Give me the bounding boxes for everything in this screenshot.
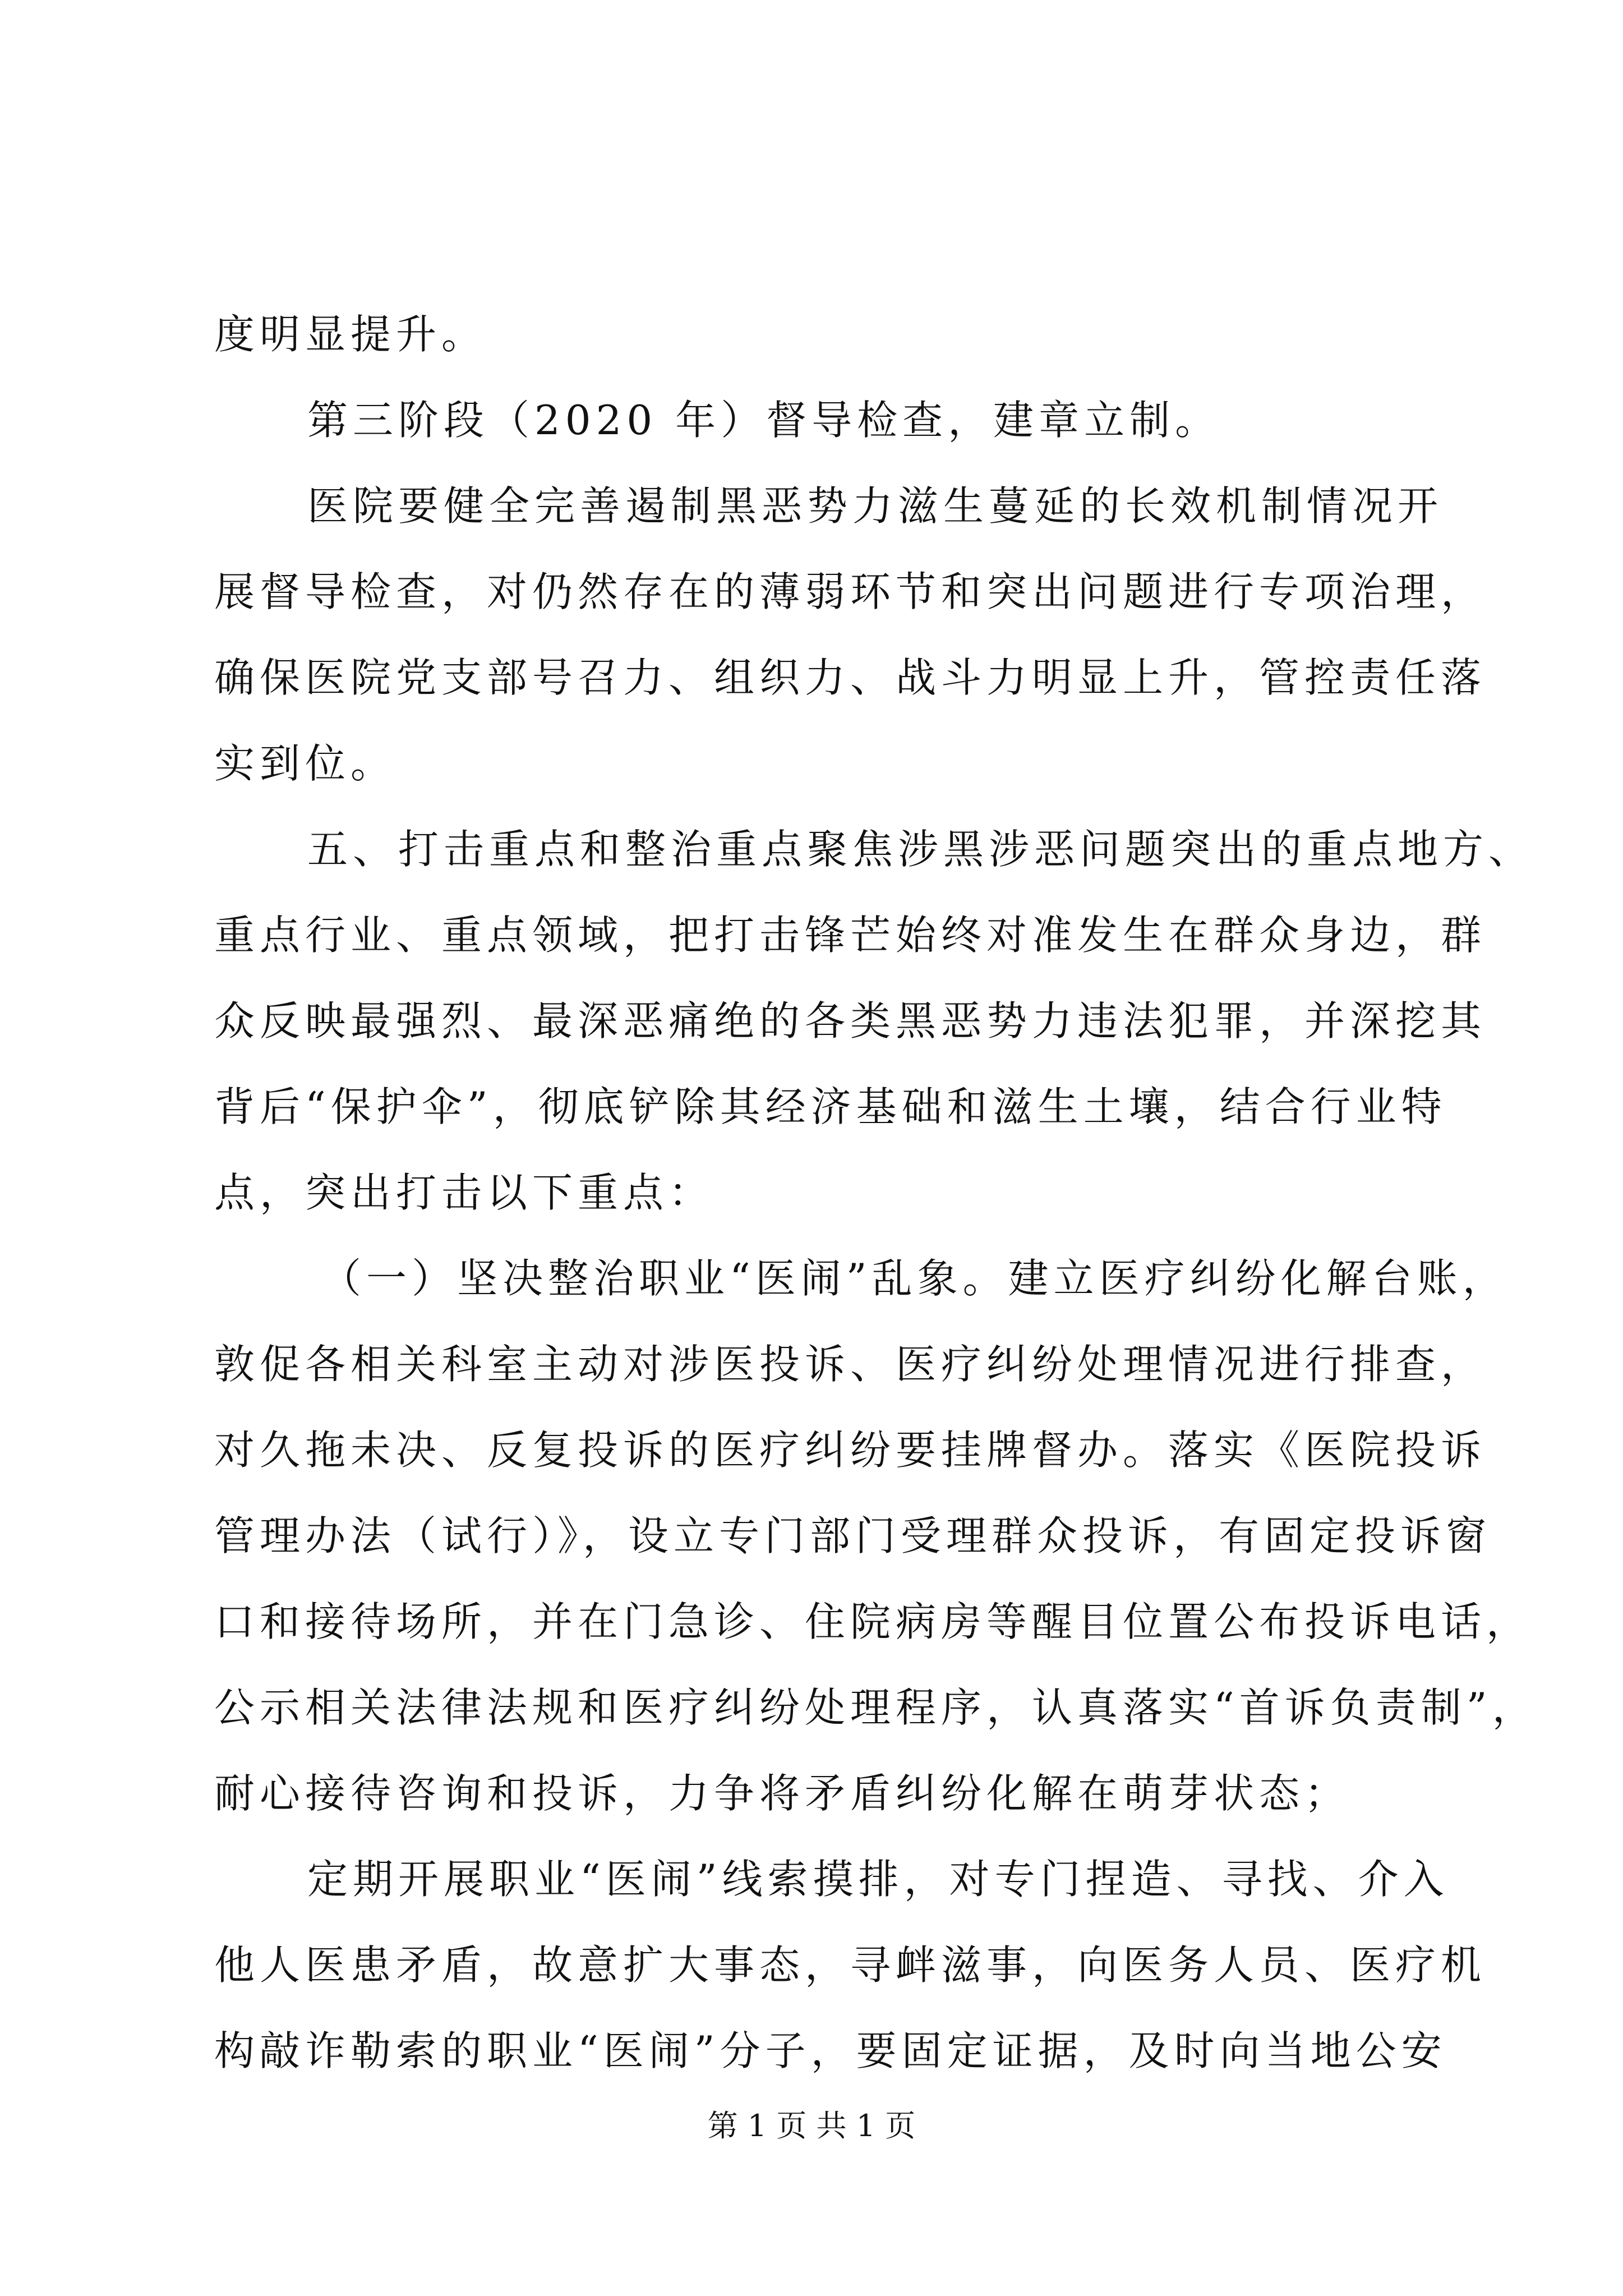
- text-line: 度明显提升。: [214, 311, 487, 358]
- text-line: 背后“保护伞”，彻底铲除其经济基础和滋生土壤，结合行业特: [214, 1083, 1447, 1130]
- text-line: 定期开展职业“医闹”线索摸排，对专门捏造、寻找、介入: [307, 1856, 1449, 1903]
- text-line: 他人医患矛盾，故意扩大事态，寻衅滋事，向医务人员、医疗机: [214, 1941, 1487, 1989]
- text-line: 点，突出打击以下重点：: [214, 1169, 714, 1216]
- document-body: [214, 292, 1538, 2094]
- text-line: 敦促各相关科室主动对涉医投诉、医疗纠纷处理情况进行排查，: [214, 1341, 1487, 1388]
- text-line: 实到位。: [214, 740, 396, 787]
- text-line: 耐心接待咨询和投诉，力争将矛盾纠纷化解在萌芽状态；: [214, 1770, 1350, 1817]
- text-line: （一）坚决整治职业“医闹”乱象。建立医疗纠纷化解台账，: [321, 1255, 1508, 1302]
- page-footer: 第 1 页 共 1 页: [707, 2108, 916, 2143]
- text-line: 五、打击重点和整治重点聚焦涉黑涉恶问题突出的重点地方、: [307, 826, 1534, 873]
- text-line: 口和接待场所，并在门急诊、住院病房等醒目位置公布投诉电话，: [214, 1598, 1532, 1645]
- text-line: 确保医院党支部号召力、组织力、战斗力明显上升，管控责任落: [214, 654, 1487, 701]
- text-line: 展督导检查，对仍然存在的薄弱环节和突出问题进行专项治理，: [214, 568, 1487, 615]
- text-line: 医院要健全完善遏制黑恶势力滋生蔓延的长效机制情况开: [307, 482, 1444, 530]
- text-line: 第三阶段（2020 年）督导检查，建章立制。: [307, 397, 1221, 444]
- text-line: 对久拖未决、反复投诉的医疗纠纷要挂牌督办。落实《医院投诉: [214, 1427, 1487, 1474]
- text-line: 公示相关法律法规和医疗纠纷处理程序，认真落实“首诉负责制”，: [214, 1684, 1538, 1731]
- text-line: 管理办法（试行）》，设立专门部门受理群众投诉，有固定投诉窗: [214, 1512, 1492, 1559]
- text-line: 构敲诈勒索的职业“医闹”分子，要固定证据，及时向当地公安: [214, 2027, 1447, 2074]
- text-line: 重点行业、重点领域，把打击锋芒始终对准发生在群众身边，群: [214, 912, 1487, 959]
- text-line: 众反映最强烈、最深恶痛绝的各类黑恶势力违法犯罪，并深挖其: [214, 997, 1487, 1045]
